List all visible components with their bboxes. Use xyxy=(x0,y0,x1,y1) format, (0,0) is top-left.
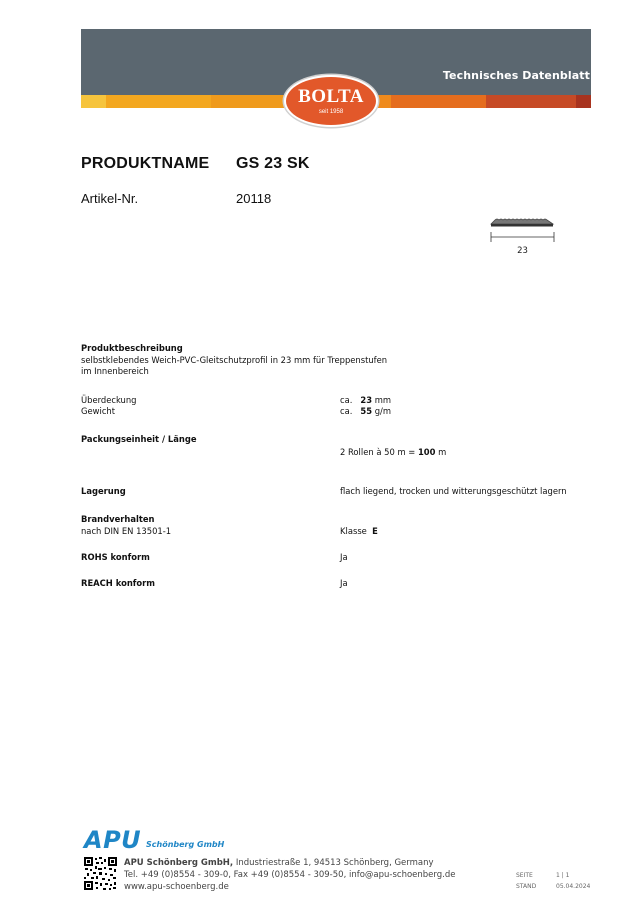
overlap-prefix: ca. xyxy=(340,395,353,405)
stripe-segment xyxy=(211,95,291,108)
profile-dimension-label: 23 xyxy=(517,246,528,256)
packaging-value-row xyxy=(340,447,446,458)
fire-norm: nach DIN EN 13501-1 xyxy=(81,526,172,536)
qr-code-icon xyxy=(84,857,117,890)
reach-label: REACH konform xyxy=(81,578,156,588)
weight-value: 55 xyxy=(360,406,373,416)
page-label: SEITE xyxy=(516,872,533,879)
product-name-label: PRODUKTNAME xyxy=(81,155,210,172)
fire-class-value: E xyxy=(372,526,378,536)
logo-text: BOLTA xyxy=(298,86,364,107)
page-value: 1 | 1 xyxy=(556,872,570,879)
packaging-unit: m xyxy=(438,447,447,457)
description-line-2: im Innenbereich xyxy=(81,366,149,376)
date-label: STAND xyxy=(516,883,537,890)
footer-address xyxy=(124,857,434,869)
footer-street: Industriestraße 1, 94513 Schönberg, Germany xyxy=(233,858,434,868)
overlap-value: 23 xyxy=(360,395,373,405)
rohs-value: Ja xyxy=(340,552,348,562)
packaging-value: 100 xyxy=(417,447,436,457)
stripe-segment xyxy=(486,95,576,108)
storage-value: flach liegend, trocken und witterungsgeschützt lagern xyxy=(340,486,567,496)
bolta-logo xyxy=(284,75,378,127)
description-heading: Produktbeschreibung xyxy=(81,343,183,353)
document-type-title: Technisches Datenblatt xyxy=(442,69,590,82)
stripe-segment xyxy=(576,95,591,108)
fire-class-label: Klasse xyxy=(340,526,367,536)
apu-logo xyxy=(84,826,141,854)
weight-prefix: ca. xyxy=(340,406,353,416)
product-name-value: GS 23 SK xyxy=(236,155,310,172)
apu-logo-subtext: Schönberg GmbH xyxy=(146,840,225,849)
overlap-unit: mm xyxy=(374,395,392,405)
stripe-segment xyxy=(106,95,211,108)
footer-contact: Tel. +49 (0)8554 - 309-0, Fax +49 (0)8554 - 309-50, info@apu-schoenberg.de xyxy=(124,870,456,880)
article-number-label: Artikel-Nr. xyxy=(81,191,139,206)
packaging-text: 2 Rollen à 50 m = xyxy=(340,447,416,457)
footer-company: APU Schönberg GmbH, xyxy=(124,858,234,868)
reach-value: Ja xyxy=(340,578,348,588)
fire-class-row xyxy=(340,526,378,537)
article-number-value: 20118 xyxy=(236,191,272,206)
rohs-label: ROHS konform xyxy=(81,552,150,562)
weight-value-row xyxy=(340,406,391,417)
apu-logo-text: APU xyxy=(84,826,142,854)
logo-subtext: seit 1958 xyxy=(318,109,344,115)
overlap-value-row xyxy=(340,395,391,406)
storage-label: Lagerung xyxy=(81,486,126,496)
footer-website-link[interactable]: www.apu-schoenberg.de xyxy=(124,882,229,892)
overlap-label: Überdeckung xyxy=(81,395,137,405)
fire-behaviour-label: Brandverhalten xyxy=(81,514,155,524)
weight-unit: g/m xyxy=(374,406,392,416)
description-line-1: selbstklebendes Weich-PVC-Gleitschutzprofil in 23 mm für Treppenstufen xyxy=(81,355,388,365)
stripe-segment xyxy=(81,95,106,108)
profile-drawing-icon xyxy=(487,212,559,258)
date-value: 05.04.2024 xyxy=(556,883,591,890)
packaging-label: Packungseinheit / Länge xyxy=(81,434,197,444)
stripe-segment xyxy=(391,95,486,108)
weight-label: Gewicht xyxy=(81,406,116,416)
